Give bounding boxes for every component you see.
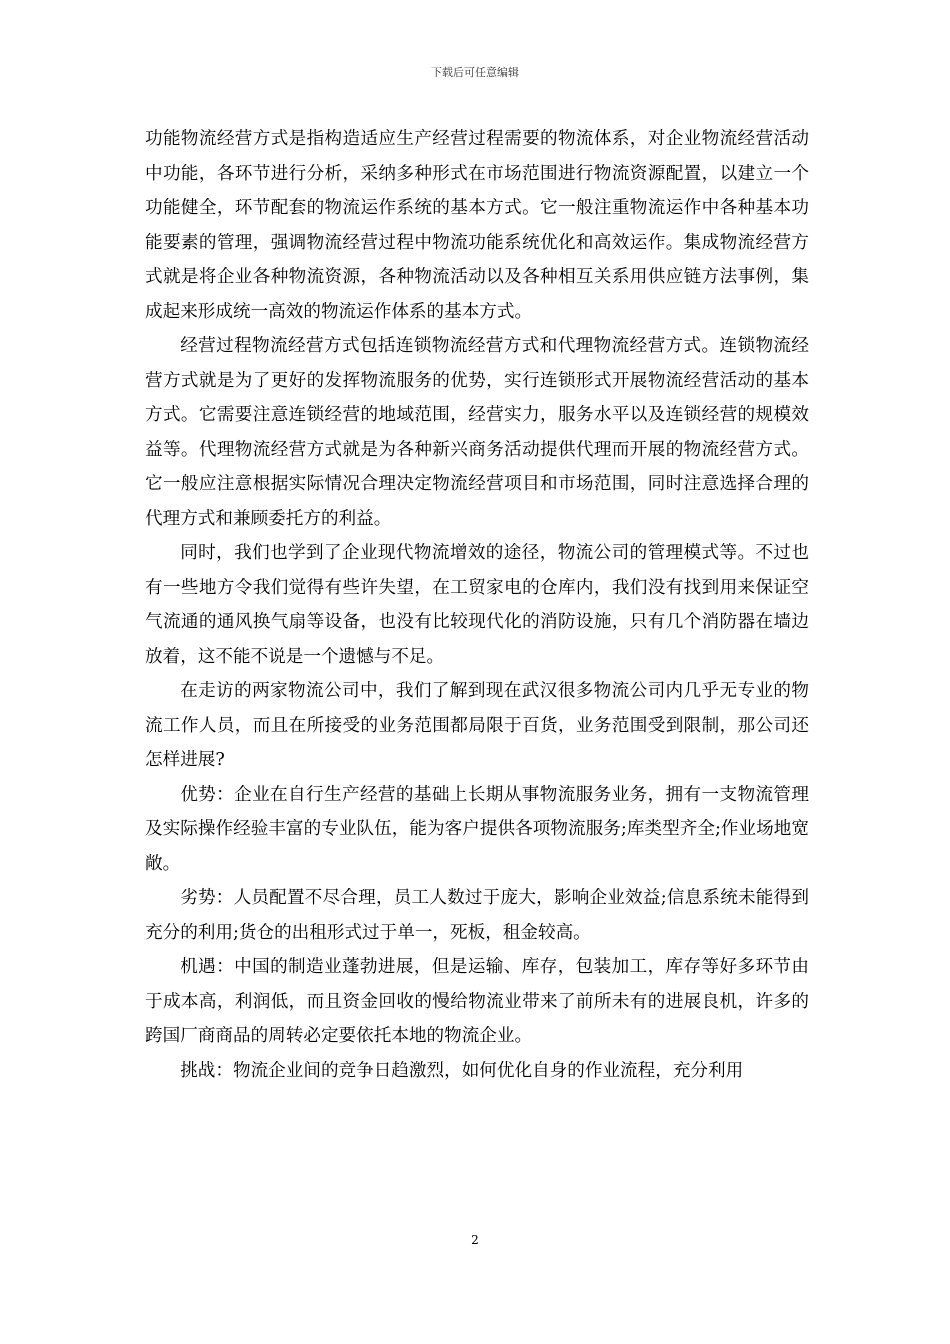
- paragraph-1: 功能物流经营方式是指构造适应生产经营过程需要的物流体系，对企业物流经营活动中功能，各环节进行分析，采纳多种形式在市场范围进行物流资源配置，以建立一个功能健全，环节配套的物流运作系统的基本方式。它一般注重物流运作中各种基本功能要素的管理，强调物流经营过程中物流功能系统优化和高效运作。集成物流经营方式就是将企业各种物流资源，各种物流活动以及各种相互关系用供应链方法事例，集成起来形成统一高效的物流运作体系的基本方式。: [145, 129, 809, 322]
- paragraph-threats: 挑战：物流企业间的竞争日趋激烈，如何优化自身的作业流程，充分利用: [180, 1060, 744, 1081]
- document-body: [145, 122, 809, 1088]
- page-header: 下载后可任意编辑: [431, 66, 519, 79]
- paragraph-opportunities: 机遇：中国的制造业蓬勃进展，但是运输、库存，包装加工，库存等好多环节由于成本高，利润低，而且资金回收的慢给物流业带来了前所未有的进展良机，许多的跨国厂商商品的周转必定要依托本地的物流企业。: [145, 957, 809, 1046]
- paragraph-4: 在走访的两家物流公司中，我们了解到现在武汉很多物流公司内几乎无专业的物流工作人员，而且在所接受的业务范围都局限于百货，业务范围受到限制，那公司还怎样进展?: [145, 681, 809, 770]
- paragraph-strengths: 优势：企业在自行生产经营的基础上长期从事物流服务业务，拥有一支物流管理及实际操作经验丰富的专业队伍，能为客户提供各项物流服务;库类型齐全;作业场地宽敞。: [145, 784, 809, 874]
- paragraph-weaknesses: 劣势：人员配置不尽合理，员工人数过于庞大，影响企业效益;信息系统未能得到充分的利用;货仓的出租形式过于单一，死板，租金较高。: [145, 888, 809, 943]
- page-number: 2: [471, 1233, 479, 1247]
- paragraph-3: 同时，我们也学到了企业现代物流增效的途径，物流公司的管理模式等。不过也有一些地方令我们觉得有些许失望，在工贸家电的仓库内，我们没有找到用来保证空气流通的通风换气扇等设备，也没有比较现代化的消防设施，只有几个消防器在墙边放着，这不能不说是一个遗憾与不足。: [145, 543, 809, 667]
- paragraph-2: 经营过程物流经营方式包括连锁物流经营方式和代理物流经营方式。连锁物流经营方式就是为了更好的发挥物流服务的优势，实行连锁形式开展物流经营活动的基本方式。它需要注意连锁经营的地域范围，经营实力，服务水平以及连锁经营的规模效益等。代理物流经营方式就是为各种新兴商务活动提供代理而开展的物流经营方式。它一般应注意根据实际情况合理决定物流经营项目和市场范围，同时注意选择合理的代理方式和兼顾委托方的利益。: [145, 336, 809, 529]
